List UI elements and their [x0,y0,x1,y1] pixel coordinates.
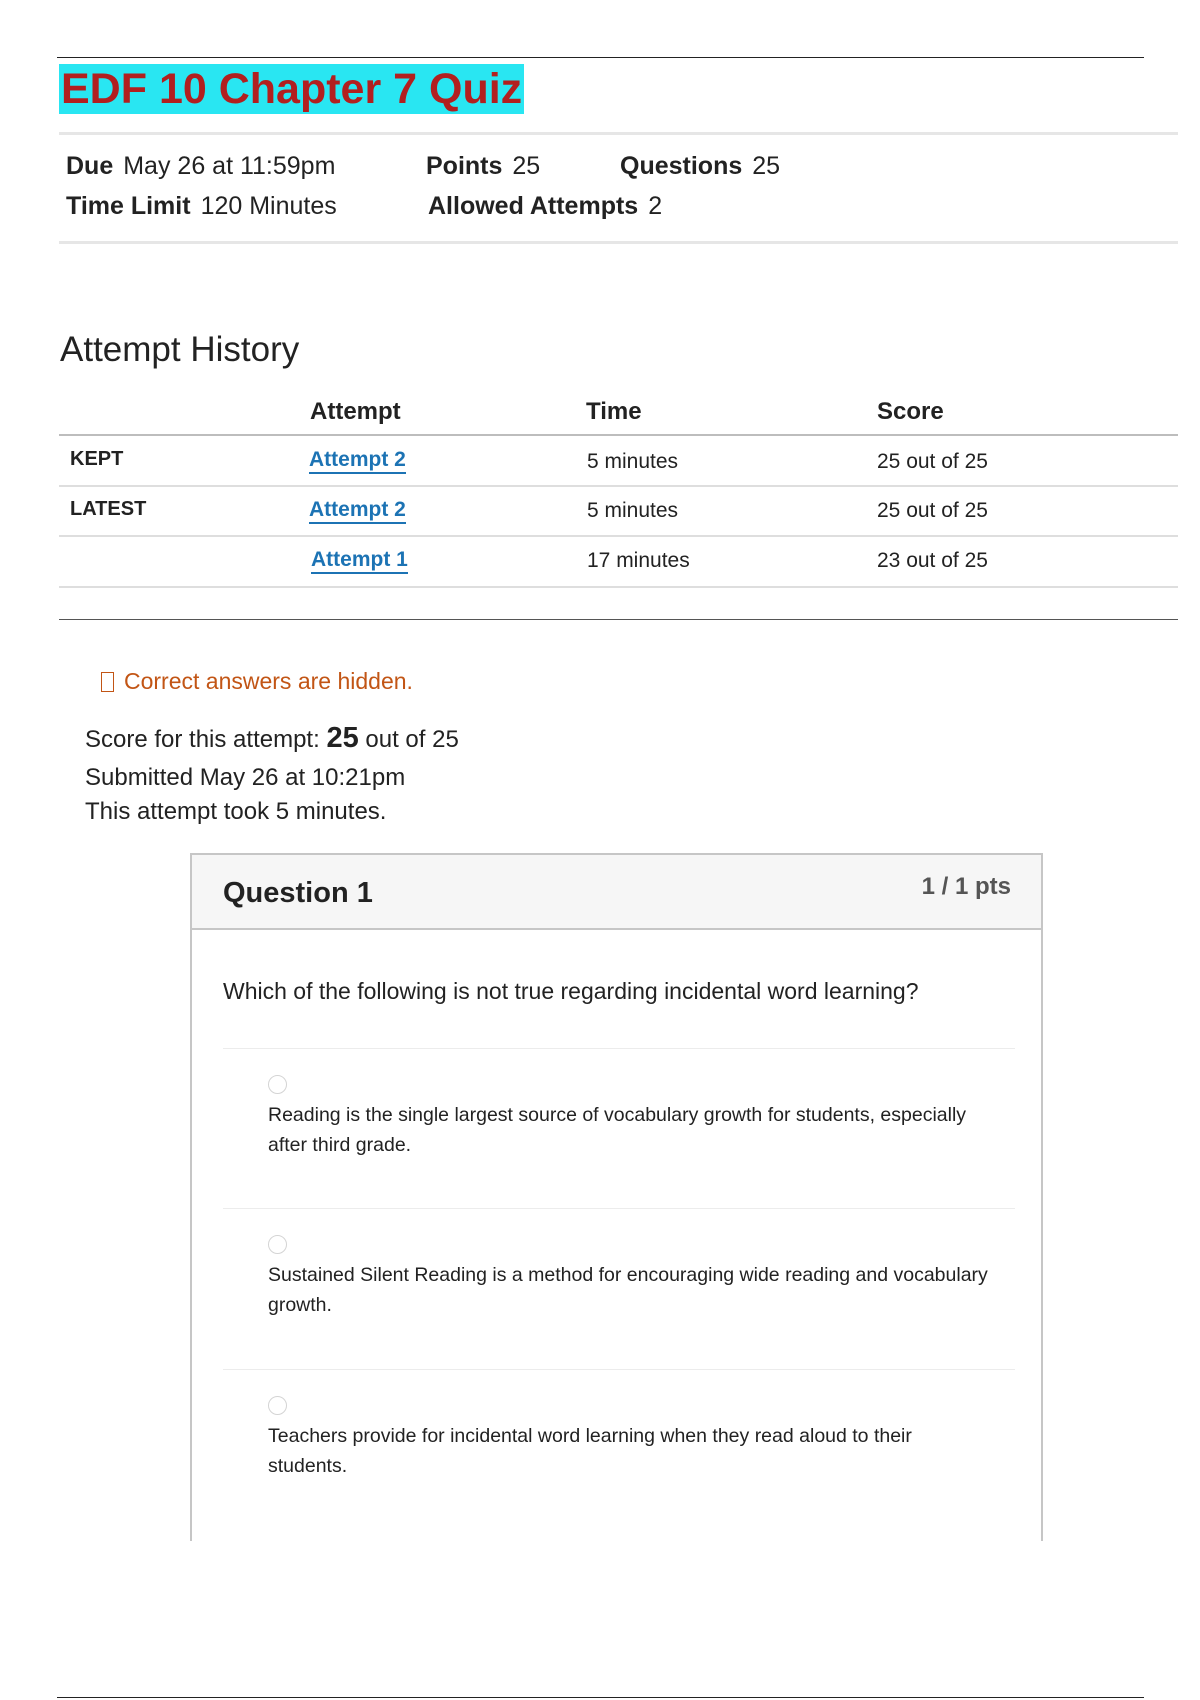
row-time: 5 minutes [587,450,679,473]
question-header [192,855,1041,930]
questions-detail [620,152,780,181]
top-rule [57,57,1144,58]
points-label: Points [426,152,503,180]
question-card [190,853,1043,1541]
answer-separator [223,1048,1015,1049]
col-header-score: Score [877,398,944,425]
answer-radio[interactable] [268,1235,287,1254]
table-row-line [59,535,1178,537]
attempt-history-heading: Attempt History [60,330,300,369]
answer-separator [223,1369,1015,1370]
duration-line: This attempt took 5 minutes. [85,798,387,825]
score-value: 25 [326,722,359,754]
answers-hidden-notice [101,668,413,695]
answer-option: Reading is the single largest source of vocabulary growth for students, especially after third grade. [268,1104,967,1156]
row-status-latest: LATEST [70,498,147,520]
time-limit-value: 120 Minutes [200,192,337,220]
allowed-attempts-value: 2 [648,192,663,220]
row-score: 25 out of 25 [877,499,988,522]
questions-label: Questions [620,152,743,180]
questions-value: 25 [752,152,781,180]
row-score: 25 out of 25 [877,450,988,473]
row-score: 23 out of 25 [877,549,988,572]
col-header-attempt: Attempt [310,398,401,425]
bottom-rule [57,1697,1144,1698]
score-suffix: out of 25 [365,726,459,753]
answer-radio[interactable] [268,1396,287,1415]
attempt-score-line [85,722,459,755]
answer-option: Sustained Silent Reading is a method for encouraging wide reading and vocabulary growth. [268,1264,988,1316]
points-detail [426,152,540,181]
table-row-line [59,586,1178,588]
answer-option: Teachers provide for incidental word learning when they read aloud to their students. [268,1425,912,1477]
points-value: 25 [512,152,541,180]
question-points: 1 / 1 pts [921,873,1011,900]
quiz-title: EDF 10 Chapter 7 Quiz [61,65,523,113]
notice-text: Correct answers are hidden. [124,668,413,694]
attempt-link[interactable]: Attempt 1 [311,548,408,574]
time-limit-label: Time Limit [66,192,191,220]
attempt-link[interactable]: Attempt 2 [309,448,406,474]
table-row-line [59,485,1178,487]
row-time: 17 minutes [587,549,690,572]
answer-separator [223,1208,1015,1209]
question-text: Which of the following is not true regarding incidental word learning? [223,978,919,1004]
allowed-attempts-label: Allowed Attempts [428,192,639,220]
allowed-attempts-detail [428,192,662,221]
info-icon [101,672,114,692]
score-prefix: Score for this attempt: [85,726,320,753]
row-status-kept: KEPT [70,448,124,470]
col-header-time: Time [586,398,642,425]
answer-radio[interactable] [268,1075,287,1094]
submitted-line: Submitted May 26 at 10:21pm [85,764,406,791]
details-bottom-rule [59,241,1178,244]
details-top-rule [59,132,1178,135]
time-limit-detail [66,192,337,221]
question-title: Question 1 [223,877,373,909]
row-time: 5 minutes [587,499,679,522]
due-value: May 26 at 11:59pm [123,152,336,180]
attempt-link[interactable]: Attempt 2 [309,498,406,524]
due-label: Due [66,152,114,180]
table-header-line [59,434,1178,436]
due-detail [66,152,335,181]
section-divider [59,619,1178,620]
